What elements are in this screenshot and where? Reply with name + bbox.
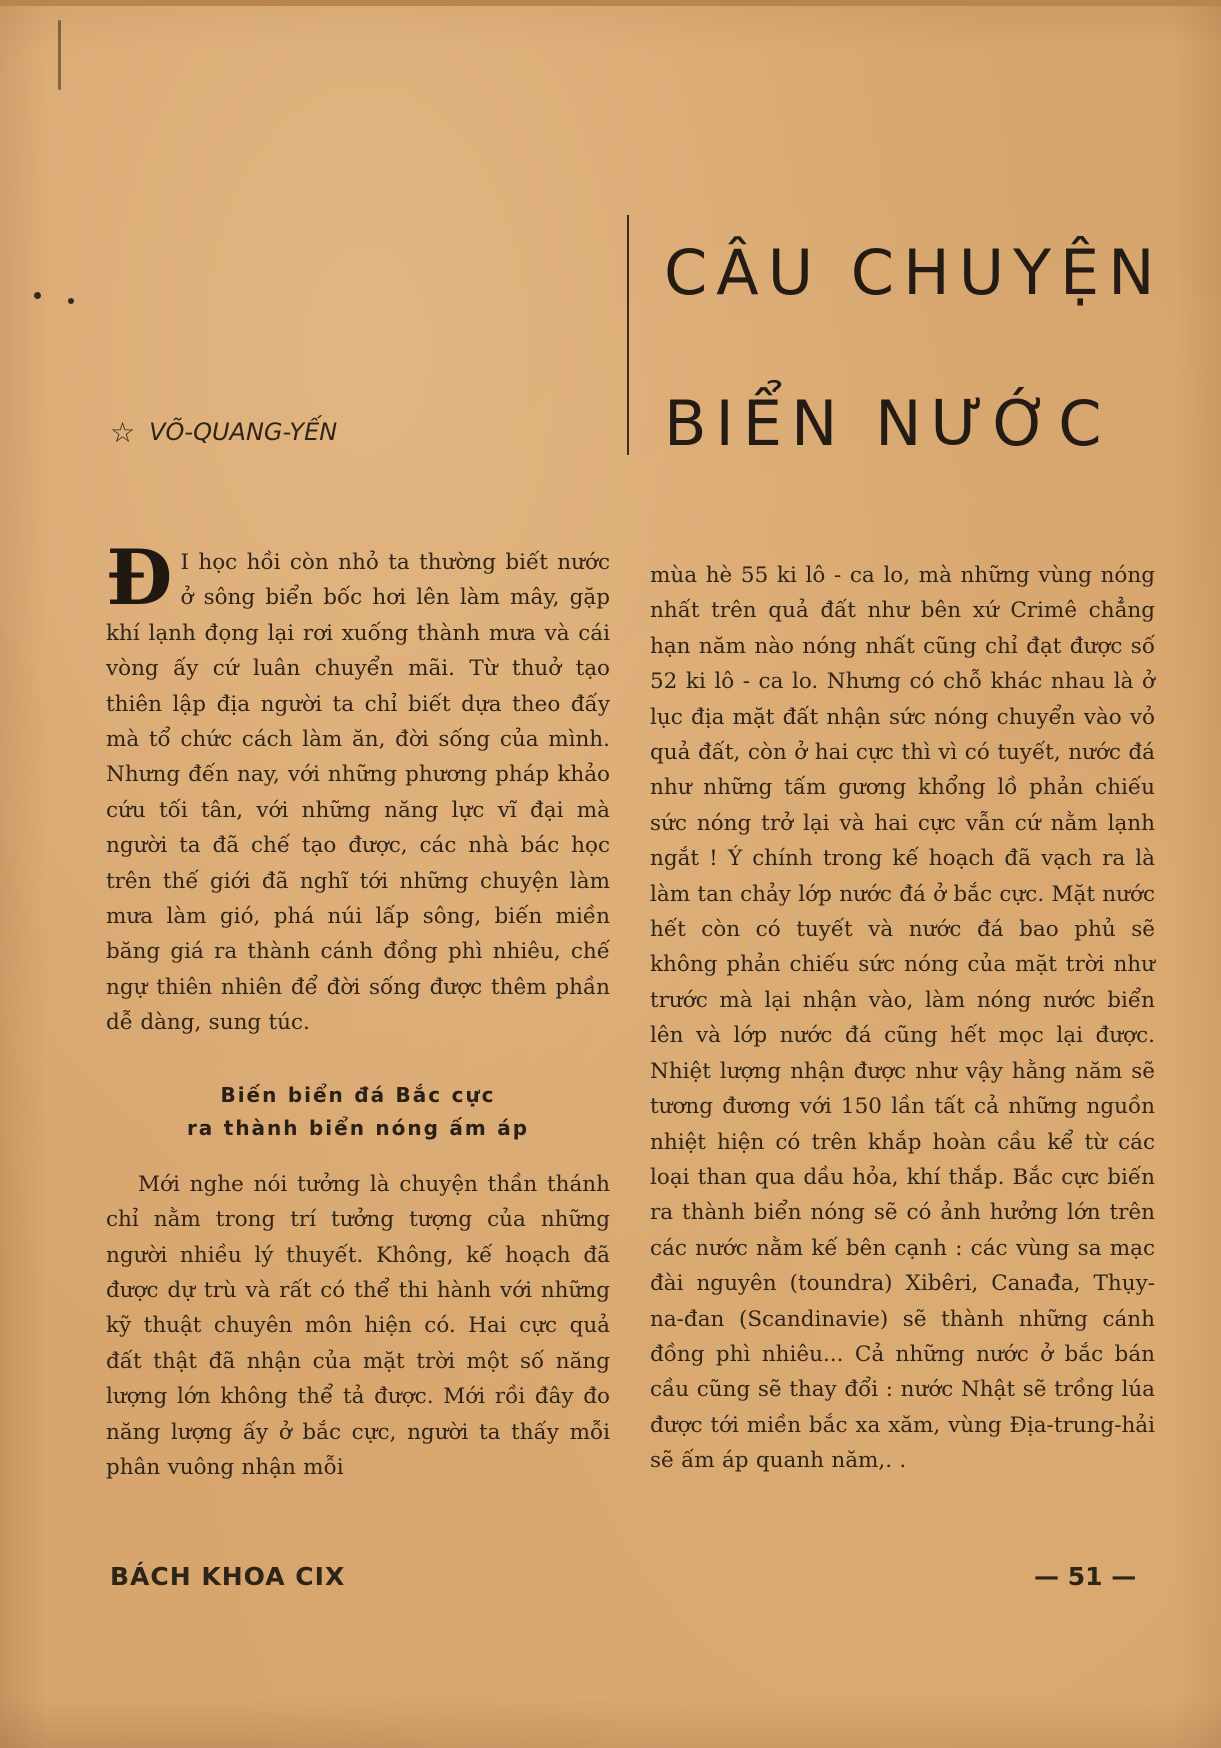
intro-text: I học hồi còn nhỏ ta thường biết nước ở sông biển bốc hơi lên làm mây, gặp khí lạnh đọng lại rơi xuống thành mưa và cái vòng ấy cứ luân chuyển mãi. Từ thuở tạo thiên lập địa người ta chỉ biết dựa theo đấy mà tổ chức cách làm ăn, đời sống của mình. Nhưng đến nay, với những phương pháp khảo cứu tối tân, với những năng lực vĩ đại mà người ta đã chế tạo được, các nhà bác học trên thế giới đã nghĩ tới những chuyện làm mưa làm gió, phá núi lấp sông, biến miền băng giá ra thành cánh đồng phì nhiêu, chế ngự thiên nhiên để đời sống được thêm phần dễ dàng, sung túc. — [106, 550, 610, 1036]
drop-cap: Đ — [106, 533, 173, 622]
author-byline — [110, 416, 337, 449]
article-title-line-2: BIỂN NƯỚC — [664, 387, 1111, 460]
magazine-issue-label: BÁCH KHOA CIX — [110, 1562, 346, 1591]
article-title-line-1: CÂU CHUYỆN — [664, 236, 1164, 309]
title-divider-rule — [627, 215, 629, 455]
right-column-paragraph: mùa hè 55 ki lô - ca lo, mà những vùng nóng nhất trên quả đất như bên xứ Crimê chẳng hạn năm nào nóng nhất cũng chỉ đạt được số 52 ki lô - ca lo. Nhưng có chỗ khác nhau là ở lục địa mặt đất nhận sức nóng chuyển vào vỏ quả đất, còn ở hai cực thì vì có tuyết, nước đá như những tấm gương khổng lồ phản chiếu sức nóng trở lại và hai cực vẫn cứ nằm lạnh ngắt ! Ý chính trong kế hoạch đã vạch ra là làm tan chảy lớp nước đá ở bắc cực. Mặt nước hết còn có tuyết và nước đá bao phủ sẽ không phản chiếu sức nóng của mặt trời như trước mà lại nhận vào, làm nóng nước biển lên và lớp nước đá cũng hết mọc lại được. Nhiệt lượng nhận được như vậy hằng năm sẽ tương đương với 150 lần tất cả những nguồn nhiệt hiện có trên khắp hoàn cầu kể từ các loại than qua dầu hỏa, khí thắp. Bắc cực biến ra thành biển nóng sẽ có ảnh hưởng lớn trên các nước nằm kế bên cạnh : các vùng sa mạc đài nguyên (toundra) Xibêri, Canađa, Thụy-na-đan (Scandinavie) sẽ thành những cánh đồng phì nhiêu... Cả những nước ở bắc bán cầu cũng sẽ thay đổi : nước Nhật sẽ trồng lúa được tới miền bắc xa xăm, vùng Địa-trung-hải sẽ ấm áp quanh năm,. . — [650, 563, 1155, 1474]
ink-speck — [58, 20, 61, 90]
left-column — [106, 533, 610, 1485]
star-outline-icon: ☆ — [110, 416, 136, 449]
body-paragraph-2: Mới nghe nói tưởng là chuyện thần thánh chỉ nằm trong trí tưởng tượng của những người nhiều lý thuyết. Không, kế hoạch đã được dự trù và rất có thể thi hành với những kỹ thuật chuyên môn hiện có. Hai cực quả đất thật đã nhận của mặt trời một số năng lượng lớn không thể tả được. Mới rồi đây đo năng lượng ấy ở bắc cực, người ta thấy mỗi phân vuông nhận mỗi — [106, 1171, 610, 1480]
author-name: VÕ-QUANG-YẾN — [149, 418, 338, 446]
subheading-line-2: ra thành biển nóng ấm áp — [186, 1115, 530, 1140]
page-top-edge — [0, 0, 1221, 6]
right-column — [650, 558, 1155, 1479]
intro-paragraph — [106, 533, 610, 1041]
ink-speck — [34, 292, 41, 299]
page-number: — 51 — — [1034, 1562, 1137, 1591]
subheading-line-1: Biến biển đá Bắc cực — [220, 1082, 496, 1107]
section-subheading — [106, 1079, 610, 1145]
ink-speck — [68, 298, 74, 304]
